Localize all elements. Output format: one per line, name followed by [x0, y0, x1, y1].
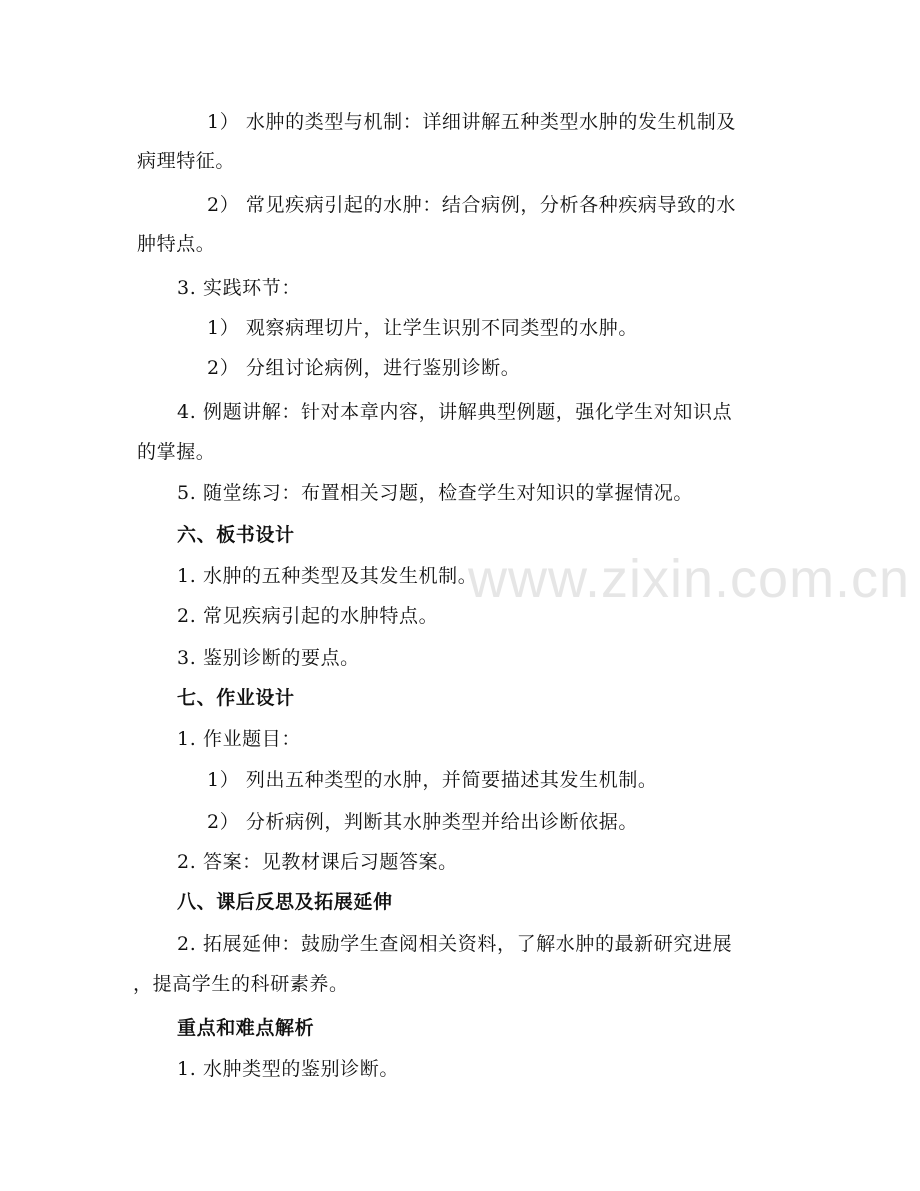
list-item: 2） 分组讨论病例，进行鉴别诊断。 [207, 357, 521, 379]
list-item: 1. 水肿的五种类型及其发生机制。 [177, 565, 478, 587]
paragraph-line: 4. 例题讲解：针对本章内容，讲解典型例题，强化学生对知识点 [177, 401, 733, 423]
paragraph-line: 1） 水肿的类型与机制：详细讲解五种类型水肿的发生机制及 [207, 111, 736, 133]
list-item: 2. 答案：见教材课后习题答案。 [177, 851, 458, 873]
paragraph-line: ，提高学生的科研素养。 [133, 973, 349, 995]
section-heading: 八、课后反思及拓展延伸 [177, 891, 393, 913]
list-item: 1. 水肿类型的鉴别诊断。 [177, 1058, 399, 1080]
list-item: 3. 鉴别诊断的要点。 [177, 647, 360, 669]
section-heading: 重点和难点解析 [177, 1017, 315, 1039]
list-item: 1） 列出五种类型的水肿，并简要描述其发生机制。 [207, 769, 658, 791]
paragraph-line: 病理特征。 [137, 150, 236, 172]
section-heading: 七、作业设计 [177, 687, 295, 709]
list-item: 1） 观察病理切片，让学生识别不同类型的水肿。 [207, 317, 638, 339]
list-item: 3. 实践环节： [177, 277, 301, 299]
paragraph-line: 2. 拓展延伸：鼓励学生查阅相关资料，了解水肿的最新研究进展 [177, 933, 733, 955]
paragraph-line: 肿特点。 [137, 233, 216, 255]
list-item: 5. 随堂练习：布置相关习题，检查学生对知识的掌握情况。 [177, 482, 693, 504]
list-item: 2. 常见疾病引起的水肿特点。 [177, 605, 439, 627]
list-item: 1. 作业题目： [177, 728, 301, 750]
section-heading: 六、板书设计 [177, 524, 295, 546]
list-item: 2） 分析病例，判断其水肿类型并给出诊断依据。 [207, 811, 638, 833]
paragraph-line: 的掌握。 [137, 441, 216, 463]
paragraph-line: 2） 常见疾病引起的水肿：结合病例，分析各种疾病导致的水 [207, 194, 736, 216]
watermark: www.zixin.com.cn [468, 549, 911, 609]
